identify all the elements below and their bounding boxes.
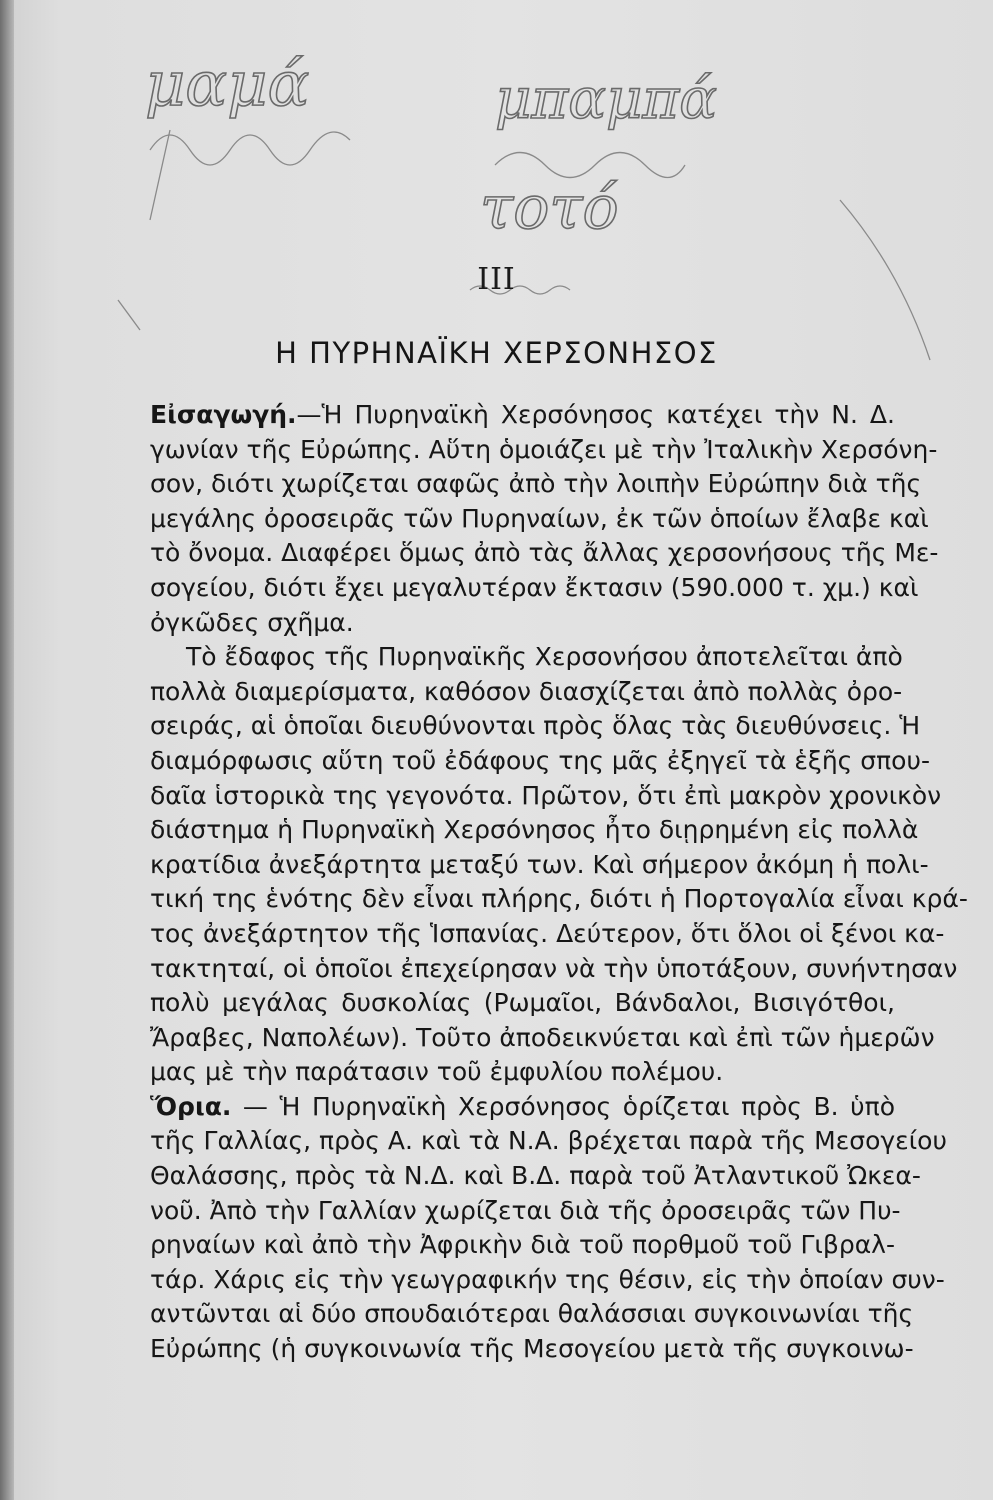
section-borders: [150, 1090, 947, 1367]
body-text: [150, 398, 968, 1367]
handwritten-note-right: μπαμπά: [495, 67, 718, 132]
paragraph: [150, 1090, 947, 1367]
chapter-title: Η ΠΥΡΗΝΑΪΚΗ ΧΕΡΣΟΝΗΣΟΣ: [275, 336, 718, 370]
paragraph: [150, 398, 939, 640]
text-line: [150, 398, 895, 433]
text-line: πολὺ μεγάλας δυσκολίας (Ρωμαῖοι, Βάνδαλοι, Βισιγότθοι,: [150, 988, 895, 1018]
text-line: σειράς, αἱ ὁποῖαι διευθύνονται πρὸς ὅλας τὰς διευθύνσεις. Ἡ: [150, 711, 921, 741]
text-line: Ἄραβες, Ναπολέων). Τοῦτο ἀποδεικνύεται καὶ ἐπὶ τῶν ἡμερῶν: [150, 1022, 935, 1052]
text-line: γωνίαν τῆς Εὐρώπης. Αὕτη ὁμοιάζει μὲ τὴν Ἰταλικὴν Χερσόνη-: [150, 434, 938, 464]
text-line: Εὐρώπης (ἡ συγκοινωνία τῆς Μεσογείου μετὰ τῆς συγκοινω-: [150, 1334, 914, 1364]
text-line: νοῦ. Ἀπὸ τὴν Γαλλίαν χωρίζεται διὰ τῆς ὀροσειρᾶς τῶν Πυ-: [150, 1195, 901, 1225]
chapter-number: III: [477, 262, 516, 297]
text-line: μεγάλης ὀροσειρᾶς τῶν Πυρηναίων, ἐκ τῶν ὁποίων ἔλαβε καὶ: [150, 503, 929, 533]
text-line: ὀγκῶδες σχῆμα.: [150, 607, 354, 637]
text-line: πολλὰ διαμερίσματα, καθόσον διασχίζεται ἀπὸ πολλὰς ὀρο-: [150, 676, 903, 706]
text-line: σογείου, διότι ἔχει μεγαλυτέραν ἔκτασιν (590.000 τ. χμ.) καὶ: [150, 572, 919, 602]
text-line: τῆς Γαλλίας, πρὸς Α. καὶ τὰ Ν.Α. βρέχεται παρὰ τῆς Μεσογείου: [150, 1126, 947, 1156]
text-line: τική της ἑνότης δὲν εἶναι πλήρης, διότι ἡ Πορτογαλία εἶναι κρά-: [150, 884, 968, 914]
text-line-content: —Ἡ Πυρηναϊκὴ Χερσόνησος κατέχει τὴν Ν. Δ.: [296, 400, 895, 429]
handwritten-note-right-below: τοτό: [480, 173, 619, 243]
section-heading: Ὅρια.: [150, 1091, 232, 1121]
text-line: διάστημα ἡ Πυρηναϊκὴ Χερσόνησος ἦτο διῃρημένη εἰς πολλὰ: [150, 815, 919, 845]
text-line: Τὸ ἔδαφος τῆς Πυρηναϊκῆς Χερσονήσου ἀποτελεῖται ἀπὸ: [186, 642, 903, 672]
text-line: τάρ. Χάρις εἰς τὴν γεωγραφικήν της θέσιν, εἰς τὴν ὁποίαν συν-: [150, 1264, 945, 1294]
text-line: μας μὲ τὴν παράτασιν τοῦ ἐμφυλίου πολέμου.: [150, 1057, 724, 1087]
text-line: τακτηταί, οἱ ὁποῖοι ἐπεχείρησαν νὰ τὴν ὑποτάξουν, συνήντησαν: [150, 953, 958, 983]
text-line: τος ἀνεξάρτητον τῆς Ἱσπανίας. Δεύτερον, ὅτι ὅλοι οἱ ξένοι κα-: [150, 918, 945, 948]
text-line: ρηναίων καὶ ἀπὸ τὴν Ἀφρικὴν διὰ τοῦ πορθμοῦ τοῦ Γιβραλ-: [150, 1230, 895, 1260]
text-line-content: — Ἡ Πυρηναϊκὴ Χερσόνησος ὁρίζεται πρὸς Β. ὑπὸ: [231, 1091, 895, 1121]
paragraph: [150, 640, 968, 1090]
text-line: [150, 1090, 895, 1125]
text-line: δαῖα ἱστορικὰ της γεγονότα. Πρῶτον, ὅτι ἐπὶ μακρὸν χρονικὸν: [150, 780, 942, 810]
faint-scribble-left: [150, 132, 350, 165]
text-line: τὸ ὄνομα. Διαφέρει ὅμως ἀπὸ τὰς ἄλλας χερσονήσους τῆς Με-: [150, 538, 939, 568]
text-line: Θαλάσσης, πρὸς τὰ Ν.Δ. καὶ Β.Δ. παρὰ τοῦ Ἀτλαντικοῦ Ὠκεα-: [150, 1161, 921, 1191]
text-line: κρατίδια ἀνεξάρτητα μεταξύ των. Καὶ σήμερον ἀκόμη ἡ πολι-: [150, 849, 929, 879]
text-line: διαμόρφωσις αὕτη τοῦ ἐδάφους της μᾶς ἐξηγεῖ τὰ ἑξῆς σπου-: [150, 745, 930, 775]
pencil-stroke-left: [150, 130, 170, 220]
handwritten-note-left: μαμά: [145, 47, 310, 120]
section-heading: Εἰσαγωγή.: [150, 400, 297, 429]
text-line: αντῶνται αἱ δύο σπουδαιότεραι θαλάσσιαι συγκοινωνίαι τῆς: [150, 1299, 914, 1329]
section-introduction: [150, 398, 968, 1090]
text-line: σον, διότι χωρίζεται σαφῶς ἀπὸ τὴν λοιπὴν Εὐρώπην διὰ τῆς: [150, 469, 922, 499]
pencil-tick: [118, 300, 140, 330]
